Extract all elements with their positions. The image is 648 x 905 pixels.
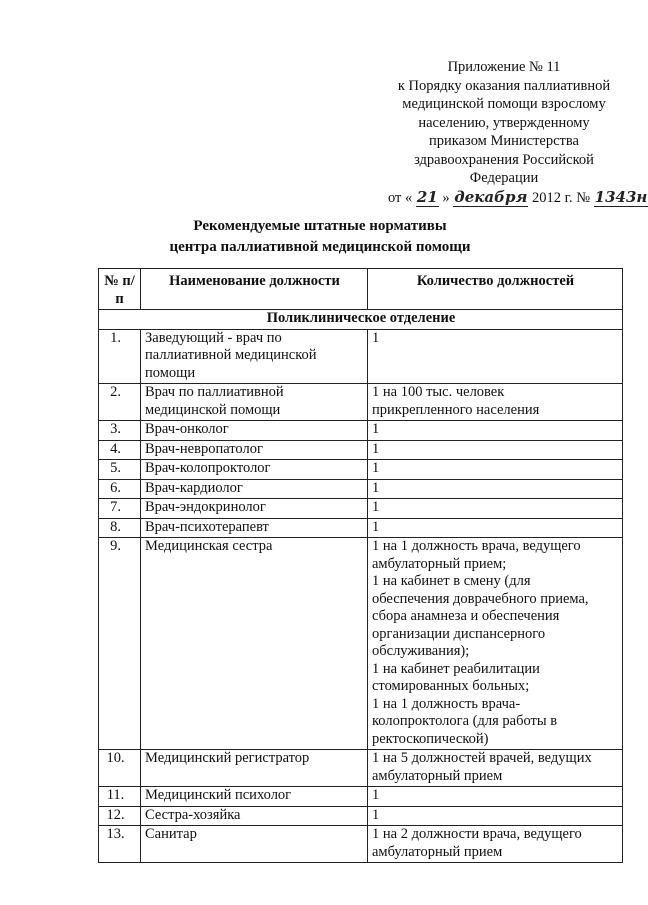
appendix-line: населению, утвержденному [418,114,590,131]
position-name-line: Медицинская сестра [145,538,273,554]
position-count-line: 1 на 1 должность врача- [372,695,521,712]
position-count-line: 1 [372,518,380,535]
order-number-handwritten: 1343н [594,187,648,206]
table-row [99,538,623,750]
position-count-line: обслуживания); [372,643,470,659]
date-prefix: от « [388,189,413,206]
position-count-line: ректоскопической) [372,730,489,747]
section-row [99,310,623,330]
position-count-line: 1 на 5 должностей врачей, ведущих [372,750,592,766]
position-count [368,384,623,421]
position-count-line: прикрепленного населения [372,401,540,418]
appendix-line: медицинской помощи взрослому [402,96,606,112]
row-number: 3. [99,421,141,441]
position-count [368,806,623,826]
position-count-line: 1 [372,806,380,823]
position-count-line: стомированных больных; [372,678,530,694]
header-count: Количество должностей [368,269,623,310]
table-row [99,384,623,421]
table-header-row [99,269,623,310]
table-row [99,806,623,826]
position-count-line: 1 [372,329,380,346]
position-name [141,460,368,480]
order-date-line [388,187,648,208]
position-name [141,421,368,441]
position-count-line: 1 [372,440,380,457]
title-line-1: Рекомендуемые штатные нормативы [193,218,447,234]
row-number: 5. [99,460,141,480]
position-count-line: 1 на 2 должности врача, ведущего [372,826,582,842]
position-name [141,787,368,807]
position-name-line: Врач-эндокринолог [145,499,266,515]
row-number: 11. [99,787,141,807]
appendix-line: приказом Министерства [429,133,579,149]
date-year: 2012 г. № [532,189,591,206]
position-count-line: 1 [372,499,380,515]
position-count [368,460,623,480]
table-row [99,787,623,807]
position-count-line: амбулаторный прием [372,843,503,860]
position-count [368,499,623,519]
position-name [141,440,368,460]
table-row [99,440,623,460]
position-count [368,421,623,441]
position-name-line: помощи [145,364,196,381]
position-count [368,329,623,384]
row-number: 12. [99,806,141,826]
position-count-line: амбулаторный прием [372,767,503,784]
position-name-line: паллиативной медицинской [145,347,317,363]
position-count [368,787,623,807]
document-title [0,216,640,258]
table-row [99,479,623,499]
table-row [99,460,623,480]
table-row [99,750,623,787]
appendix-line: Федерации [469,170,539,186]
position-name [141,538,368,750]
position-name [141,479,368,499]
staff-norms-table [98,268,623,863]
date-mid: » [442,189,454,206]
position-count [368,538,623,750]
section-title: Поликлиническое отделение [99,310,623,330]
row-number: 10. [99,750,141,787]
position-count-line: 1 [372,479,380,496]
position-name-line: Врач-онколог [145,421,229,437]
position-count-line: обеспечения доврачебного приема, [372,590,589,607]
appendix-line: здравоохранения Российской [414,151,594,168]
position-name-line: Санитар [145,826,197,842]
row-number: 7. [99,499,141,519]
position-count [368,750,623,787]
position-count-line: 1 [372,787,380,803]
position-count-line: 1 [372,421,380,437]
table-row [99,518,623,538]
appendix-header [388,58,648,207]
appendix-line: к Порядку оказания паллиативной [397,77,611,94]
appendix-line: Приложение № 11 [447,59,561,75]
position-name [141,806,368,826]
position-count-line: 1 на кабинет реабилитации [372,660,540,677]
position-count-line: 1 [372,460,380,476]
header-position: Наименование должности [141,269,368,310]
position-name-line: Врач-невропатолог [145,440,263,457]
position-name-line: Медицинский регистратор [145,750,310,766]
table-row [99,826,623,863]
date-month-handwritten: декабря [454,187,528,206]
row-number: 4. [99,440,141,460]
row-number: 6. [99,479,141,499]
position-name [141,518,368,538]
position-name [141,384,368,421]
position-count [368,479,623,499]
position-count [368,826,623,863]
position-name [141,750,368,787]
position-name-line: Заведующий - врач по [145,329,282,346]
position-name-line: Врач по паллиативной [145,384,284,400]
position-count-line: амбулаторный прием; [372,555,507,572]
table-row [99,329,623,384]
date-day-handwritten: 21 [416,187,438,206]
position-count-line: сбора анамнеза и обеспечения [372,608,560,624]
position-count [368,440,623,460]
position-name [141,329,368,384]
position-name-line: Врач-кардиолог [145,479,243,496]
position-name-line: медицинской помощи [145,401,281,418]
position-count-line: организации диспансерного [372,625,546,642]
position-name-line: Сестра-хозяйка [145,806,241,823]
header-number: № п/п [99,269,141,310]
row-number: 8. [99,518,141,538]
row-number: 13. [99,826,141,863]
position-count-line: 1 на 100 тыс. человек [372,384,505,400]
position-count-line: 1 на 1 должность врача, ведущего [372,538,581,554]
position-name [141,499,368,519]
table-row [99,421,623,441]
position-count-line: 1 на кабинет в смену (для [372,573,531,589]
position-name [141,826,368,863]
title-line-2: центра паллиативной медицинской помощи [169,239,471,255]
position-count-line: колопроктолога (для работы в [372,713,558,729]
position-count [368,518,623,538]
row-number: 2. [99,384,141,421]
row-number: 1. [99,329,141,384]
table-row [99,499,623,519]
position-name-line: Врач-психотерапевт [145,518,269,535]
position-name-line: Медицинский психолог [145,787,292,803]
position-name-line: Врач-колопроктолог [145,460,271,476]
row-number: 9. [99,538,141,750]
